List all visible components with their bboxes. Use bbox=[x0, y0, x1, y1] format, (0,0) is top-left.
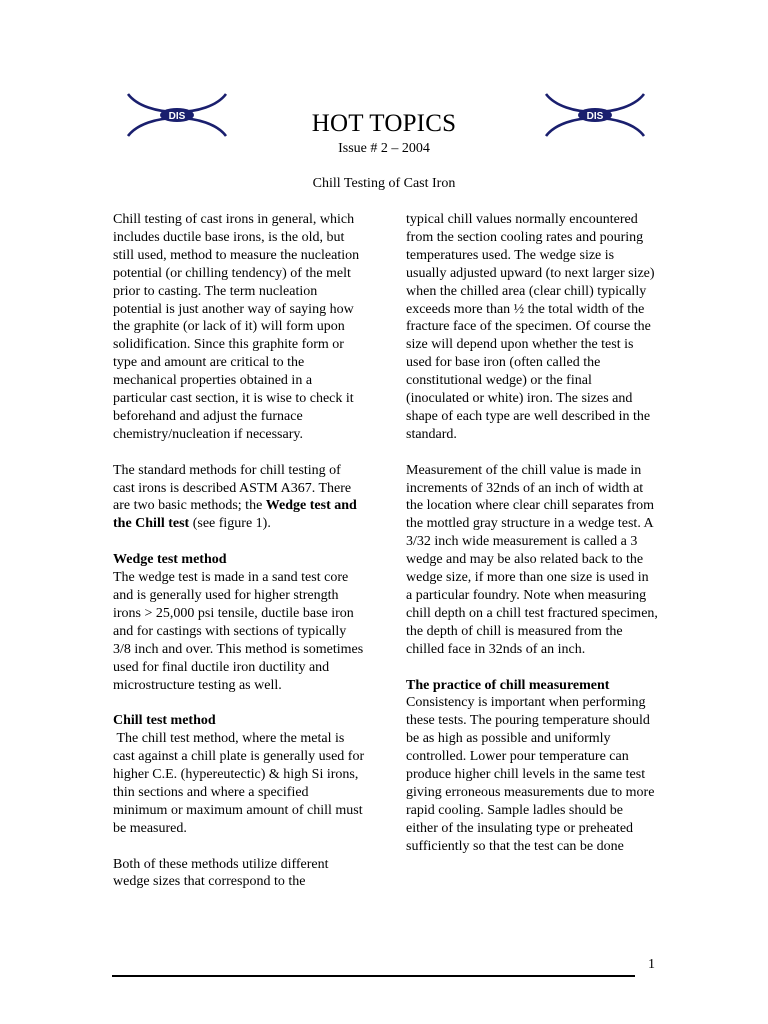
chill-values-paragraph: typical chill values normally encountered from the section cooling rates and pouring temperatures used. The wedge size is usually adjusted upward (to next larger size) when the chilled area (clear chill) typically exceeds more than ½ the total width of the fracture face of the specimen. Of course the size will depend upon whether the test is used for base iron (often called the constitutional wedge) or the final (inoculated or white) iron. The sizes and shape of each type are well described in the standard. bbox=[406, 212, 655, 442]
wedge-test-heading: Wedge test method bbox=[113, 552, 227, 568]
issue-line: Issue # 2 – 2004 bbox=[338, 141, 430, 156]
right-column bbox=[406, 211, 658, 856]
dis-logo-text: DIS bbox=[586, 111, 604, 122]
chill-test-paragraph: The chill test method, where the metal is cast against a chill plate is generally used for higher C.E. (hypereutectic) & high Si irons, thin sections and where a specified minimum or maximum amount of chill must be measured. bbox=[113, 731, 368, 836]
dis-logo-text: DIS bbox=[168, 111, 186, 122]
standards-text-end: (see figure 1). bbox=[189, 516, 271, 532]
page-title: HOT TOPICS bbox=[311, 110, 457, 137]
intro-paragraph: Chill testing of cast irons in general, which includes ductile base irons, is the old, but still used, method to measure the nucleation potential (or chilling tendency) of the melt prior to casting. The term nucleation potential is just another way of saying how the graphite (or lack of it) will form upon solidification. Since this graphite form or type and amount are critical to the mechanical properties obtained in a particular cast section, it is wise to check it beforehand and adjust the furnace chemistry/nucleation if necessary. bbox=[113, 212, 360, 442]
practice-paragraph: Consistency is important when performing these tests. The pouring temperature should be as high as possible and uniformly controlled. Lower pour temperature can produce higher chill levels in the same test giving erroneous measurements due to more rapid cooling. Sample ladles should be either of the insulating type or preheated sufficiently so that the test can be done bbox=[406, 695, 655, 854]
standards-methods-bold: Wedge test and the Chill test bbox=[113, 498, 357, 532]
article-title: Chill Testing of Cast Iron bbox=[312, 176, 456, 191]
chill-test-heading: Chill test method bbox=[113, 713, 216, 729]
methods-paragraph: Both of these methods utilize different wedge sizes that correspond to the bbox=[113, 856, 329, 890]
standards-text-start: The standard methods for chill testing of cast irons is described ASTM A367. There are two basic methods; the bbox=[113, 462, 352, 514]
practice-heading: The practice of chill measurement bbox=[406, 677, 610, 693]
wedge-test-paragraph: The wedge test is made in a sand test core and is generally used for higher strength irons > 25,000 psi tensile, ductile base iron and for castings with sections of typically 3/8 inch and over. This method is sometimes used for final ductile iron ductility and microstructure testing as well. bbox=[113, 570, 364, 693]
left-column bbox=[113, 211, 368, 891]
measurement-paragraph: Measurement of the chill value is made in increments of 32nds of an inch of width at the location where clear chill separates from the mottled gray structure in a wedge test. A 3/32 inch wide measurement is called a 3 wedge and may be also related back to the wedge size, if more than one size is used in a particular foundry. Note when measuring chill depth on a chill test fractured specimen, the depth of chill is measured from the chilled face in 32nds of an inch. bbox=[406, 462, 658, 657]
footer-rule bbox=[112, 975, 635, 977]
standards-paragraph bbox=[113, 462, 365, 534]
page-number: 1 bbox=[648, 957, 655, 972]
